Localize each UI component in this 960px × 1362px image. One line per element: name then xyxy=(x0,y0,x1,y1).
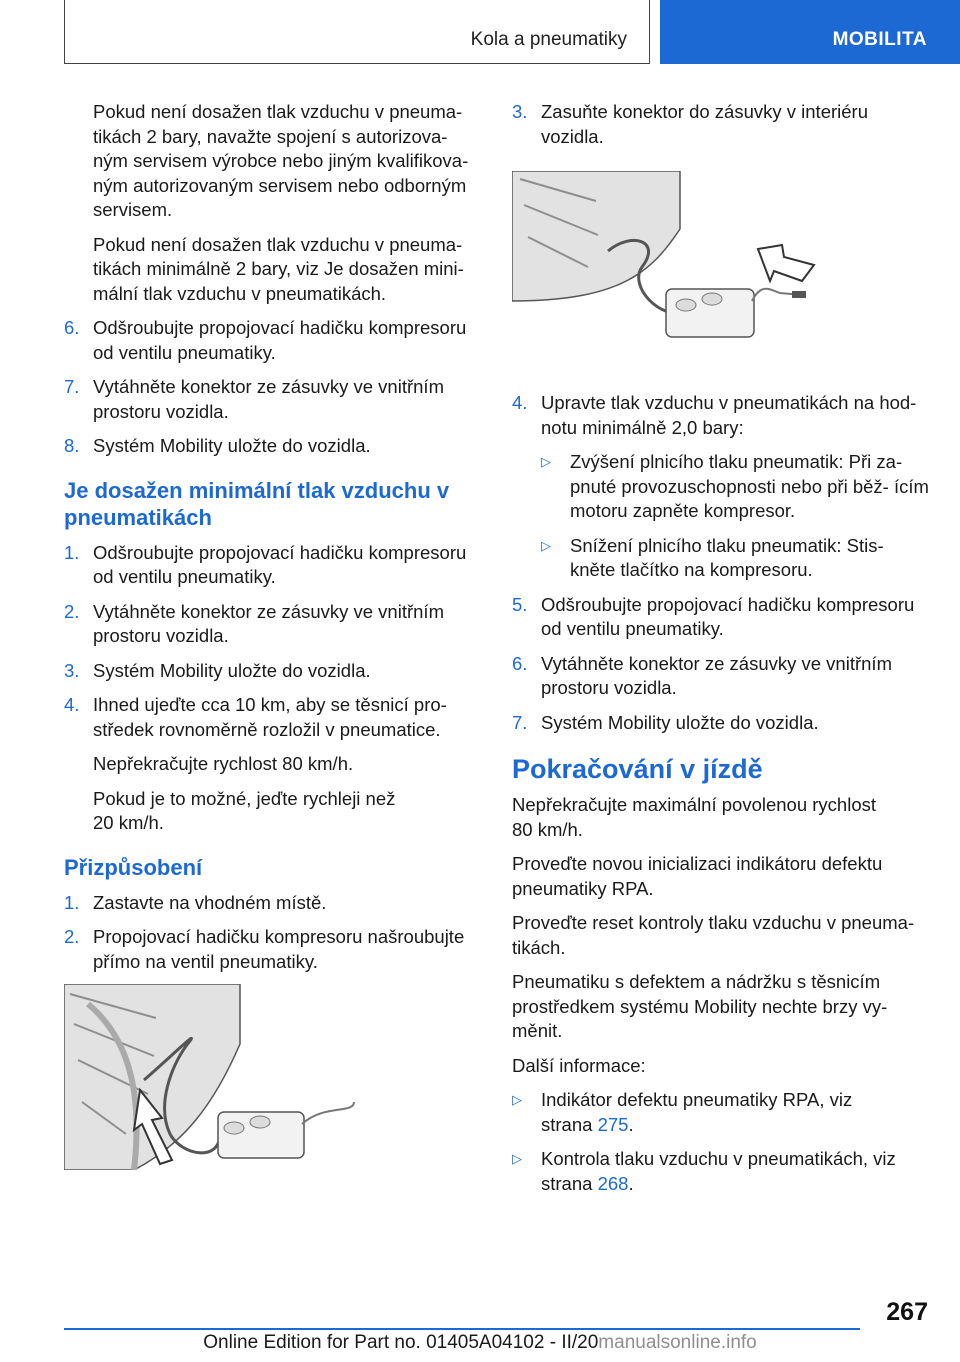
step-number: 6. xyxy=(64,317,80,338)
step-number: 3. xyxy=(512,101,528,122)
list-item xyxy=(64,316,484,365)
step-number: 7. xyxy=(64,376,80,397)
step-number: 1. xyxy=(64,891,80,913)
info-item: ▷ Kontrola tlaku vzduchu v pneumatikách, viz strana 268. xyxy=(512,1148,896,1194)
step-number: 2. xyxy=(64,926,80,947)
page-reference-link[interactable]: 268 xyxy=(597,1172,629,1194)
illustration-hose-on-valve xyxy=(64,984,370,1170)
list-item xyxy=(512,100,930,149)
section-heading: Přizpůsobení xyxy=(64,854,203,880)
list-item xyxy=(64,541,484,590)
step-text: Vytáhněte konektor ze zásuvky ve vnitřním prostoru vozidla. xyxy=(541,652,892,698)
illustration-connector-socket xyxy=(512,171,818,357)
list-item xyxy=(512,652,930,701)
page-reference-link[interactable]: 275 xyxy=(597,1113,629,1135)
step-number: 3. xyxy=(64,659,80,681)
right-column xyxy=(512,100,930,1206)
list-item xyxy=(512,391,930,440)
page-number: 267 xyxy=(886,1298,928,1326)
step-number: 2. xyxy=(64,600,80,622)
triangle-right-icon: ▷ xyxy=(512,1151,522,1166)
step-number: 5. xyxy=(512,593,528,615)
step-text: Propojovací hadičku kompresoru našroubujte přímo na ventil pneumatiky. xyxy=(93,926,465,972)
step-text: Odšroubujte propojovací hadičku kompresoru od ventilu pneumatiky. xyxy=(93,317,467,363)
list-item xyxy=(64,925,484,974)
note-text: Nepřekračujte rychlost 80 km/h. xyxy=(93,753,354,774)
paragraph: Nepřekračujte maximální povolenou rychlost 80 km/h. xyxy=(512,794,877,840)
bullet-text: Snížení plnicího tlaku pneumatik: Stis- kněte tlačítko na kompresoru. xyxy=(570,534,884,580)
footer-divider xyxy=(64,1328,860,1330)
step-number: 4. xyxy=(512,392,528,413)
bullet-text: Zvýšení plnicího tlaku pneumatik: Při za- pnuté provozuschopnosti nebo při běž- ícím motoru zapněte kompresor. xyxy=(570,451,929,521)
info-item: ▷ Indikátor defektu pneumatiky RPA, viz strana 275. xyxy=(512,1089,853,1135)
step-text: Zasuňte konektor do zásuvky v interiéru vozidla. xyxy=(541,101,868,147)
step-text: Odšroubujte propojovací hadičku kompresoru od ventilu pneumatiky. xyxy=(541,593,915,639)
paragraph: Pneumatiku s defektem a nádržku s těsnicím prostředkem systému Mobility nechte brzy vy- měnit. xyxy=(512,971,888,1041)
list-item xyxy=(64,600,484,649)
left-column xyxy=(64,100,484,1188)
list-item xyxy=(64,891,484,916)
section-heading: Je dosažen minimální tlak vzduchu v pneumatikách xyxy=(64,477,450,530)
info-text: Indikátor defektu pneumatiky RPA, viz strana xyxy=(541,1089,853,1135)
list-item xyxy=(64,693,484,742)
step-number: 8. xyxy=(64,435,80,456)
step-text: Systém Mobility uložte do vozidla. xyxy=(93,435,371,456)
paragraph: Pokud není dosažen tlak vzduchu v pneuma- tikách 2 bary, navažte spojení s autorizova- ným servisem výrobce nebo jiným kvalifikova- ným autorizovaným servisem nebo odborným servisem. xyxy=(93,101,469,220)
paragraph: Proveďte reset kontroly tlaku vzduchu v pneuma- tikách. xyxy=(512,912,915,958)
header-chapter-tab xyxy=(660,0,960,64)
triangle-right-icon: ▷ xyxy=(541,454,551,469)
step-number: 7. xyxy=(512,711,528,733)
list-item xyxy=(64,375,484,424)
watermark-site: manualsonline.info xyxy=(598,1332,757,1353)
step-number: 1. xyxy=(64,541,80,563)
paragraph: Další informace: xyxy=(512,1054,646,1076)
step-text: Vytáhněte konektor ze zásuvky ve vnitřním prostoru vozidla. xyxy=(93,600,444,646)
bullet-item xyxy=(512,450,930,524)
step-text: Odšroubujte propojovací hadičku kompresoru od ventilu pneumatiky. xyxy=(93,541,467,587)
list-item xyxy=(64,659,484,684)
step-text: Vytáhněte konektor ze zásuvky ve vnitřním prostoru vozidla. xyxy=(93,376,444,422)
list-item xyxy=(512,711,930,736)
note-text: Pokud je to možné, jeďte rychleji než 20 km/h. xyxy=(93,787,396,833)
info-text: Kontrola tlaku vzduchu v pneumatikách, viz strana xyxy=(541,1148,896,1194)
step-number: 4. xyxy=(64,694,80,715)
footer-edition xyxy=(0,1332,960,1354)
step-text: Upravte tlak vzduchu v pneumatikách na hod- notu minimálně 2,0 bary: xyxy=(541,392,917,438)
bullet-item xyxy=(512,534,930,583)
header-section-box xyxy=(64,0,650,64)
list-item xyxy=(512,593,930,642)
paragraph: Pokud není dosažen tlak vzduchu v pneuma- tikách minimálně 2 bary, viz Je dosažen mini- mální tlak vzduchu v pneumatikách. xyxy=(93,233,464,304)
step-text: Ihned ujeďte cca 10 km, aby se těsnicí pro- středek rovnoměrně rozložil v pneumatice. xyxy=(93,694,447,740)
section-heading: Pokračování v jízdě xyxy=(512,754,763,784)
step-text: Systém Mobility uložte do vozidla. xyxy=(541,711,819,733)
edition-text: Online Edition for Part no. 01405A04102 - II/20 xyxy=(203,1332,599,1353)
step-number: 6. xyxy=(512,652,528,674)
header-section-title: Kola a pneumatiky xyxy=(470,29,627,50)
triangle-right-icon: ▷ xyxy=(512,1092,522,1107)
triangle-right-icon: ▷ xyxy=(541,537,551,553)
list-item xyxy=(64,434,484,459)
step-text: Systém Mobility uložte do vozidla. xyxy=(93,659,371,681)
paragraph: Proveďte novou inicializaci indikátoru defektu pneumatiky RPA. xyxy=(512,853,883,899)
step-text: Zastavte na vhodném místě. xyxy=(93,891,327,913)
header-chapter-label: MOBILITA xyxy=(832,29,927,50)
